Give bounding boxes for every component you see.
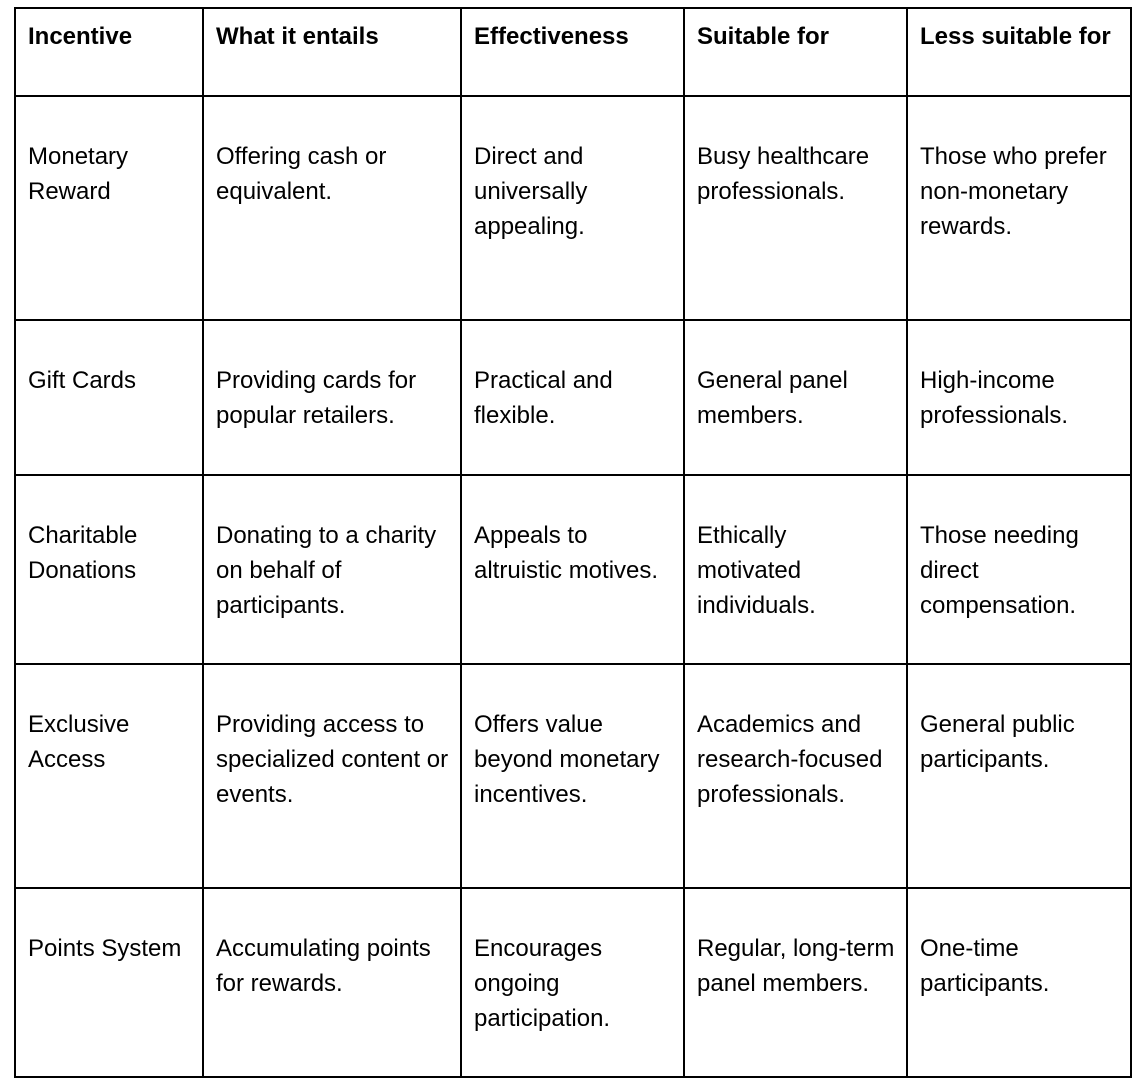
table-row bbox=[15, 320, 1131, 475]
cell-suitable-for: Regular, long-term panel members. bbox=[684, 888, 907, 1077]
cell-suitable-for: Ethically motivated individuals. bbox=[684, 475, 907, 664]
cell-what-it-entails: Offering cash or equivalent. bbox=[203, 96, 461, 320]
table-row bbox=[15, 96, 1131, 320]
cell-incentive: Monetary Reward bbox=[15, 96, 203, 320]
cell-suitable-for: Academics and research-focused professionals. bbox=[684, 664, 907, 888]
header-incentive: Incentive bbox=[15, 8, 203, 96]
cell-suitable-for: Busy healthcare professionals. bbox=[684, 96, 907, 320]
cell-what-it-entails: Accumulating points for rewards. bbox=[203, 888, 461, 1077]
cell-less-suitable-for: One-time participants. bbox=[907, 888, 1131, 1077]
table-row bbox=[15, 888, 1131, 1077]
cell-incentive: Charitable Donations bbox=[15, 475, 203, 664]
table-row bbox=[15, 475, 1131, 664]
cell-effectiveness: Offers value beyond monetary incentives. bbox=[461, 664, 684, 888]
cell-effectiveness: Direct and universally appealing. bbox=[461, 96, 684, 320]
cell-less-suitable-for: Those who prefer non-monetary rewards. bbox=[907, 96, 1131, 320]
cell-effectiveness: Encourages ongoing participation. bbox=[461, 888, 684, 1077]
incentives-table bbox=[14, 7, 1132, 1078]
header-effectiveness: Effectiveness bbox=[461, 8, 684, 96]
header-less-suitable-for: Less suitable for bbox=[907, 8, 1131, 96]
cell-suitable-for: General panel members. bbox=[684, 320, 907, 475]
cell-incentive: Gift Cards bbox=[15, 320, 203, 475]
header-what-it-entails: What it entails bbox=[203, 8, 461, 96]
cell-what-it-entails: Providing access to specialized content or events. bbox=[203, 664, 461, 888]
header-suitable-for: Suitable for bbox=[684, 8, 907, 96]
cell-incentive: Points System bbox=[15, 888, 203, 1077]
table-header-row bbox=[15, 8, 1131, 96]
table-row bbox=[15, 664, 1131, 888]
cell-effectiveness: Practical and flexible. bbox=[461, 320, 684, 475]
cell-what-it-entails: Donating to a charity on behalf of participants. bbox=[203, 475, 461, 664]
cell-less-suitable-for: High-income professionals. bbox=[907, 320, 1131, 475]
cell-less-suitable-for: Those needing direct compensation. bbox=[907, 475, 1131, 664]
cell-incentive: Exclusive Access bbox=[15, 664, 203, 888]
cell-what-it-entails: Providing cards for popular retailers. bbox=[203, 320, 461, 475]
cell-less-suitable-for: General public participants. bbox=[907, 664, 1131, 888]
cell-effectiveness: Appeals to altruistic motives. bbox=[461, 475, 684, 664]
